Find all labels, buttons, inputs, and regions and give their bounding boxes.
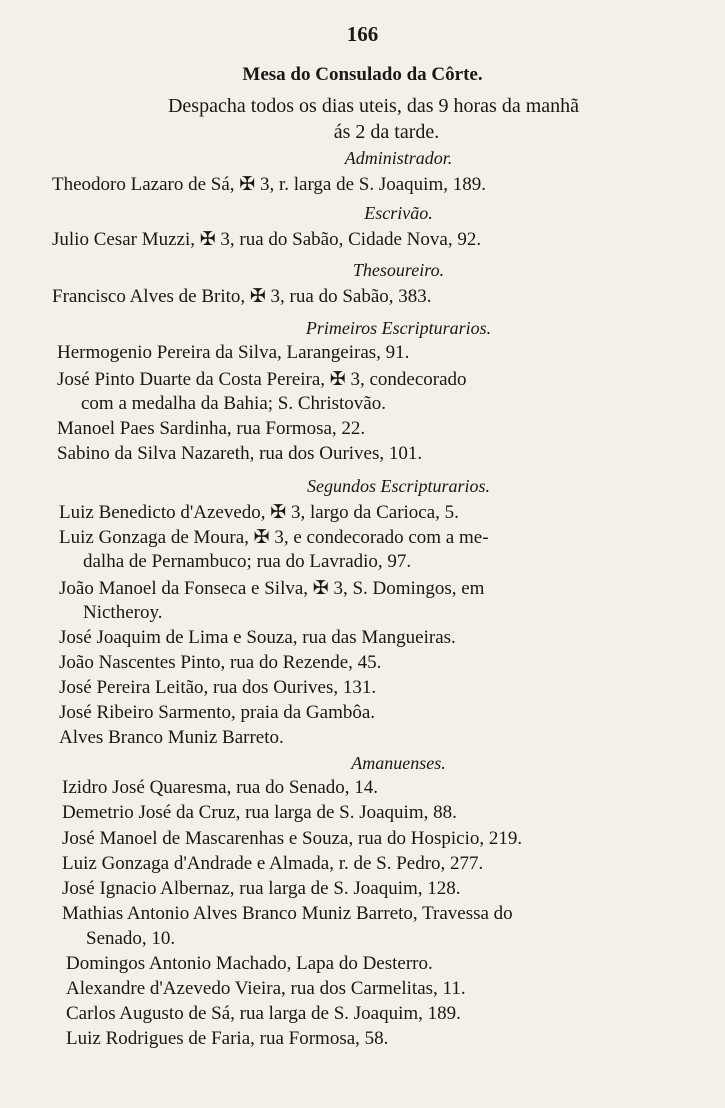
entry-line: Luiz Gonzaga d'Andrade e Almada, r. de S. Pedro, 277. (62, 853, 484, 874)
entry-line: João Manoel da Fonseca e Silva, ✠ 3, S. Domingos, em (59, 578, 485, 599)
entry-line: Luiz Benedicto d'Azevedo, ✠ 3, largo da Carioca, 5. (59, 502, 459, 523)
entry-line: Theodoro Lazaro de Sá, ✠ 3, r. larga de S. Joaquim, 189. (52, 174, 486, 195)
entry-line: Francisco Alves de Brito, ✠ 3, rua do Sabão, 383. (52, 286, 432, 307)
entry-continuation: dalha de Pernambuco; rua do Lavradio, 97. (83, 551, 412, 572)
entry-continuation: Nictheroy. (83, 602, 163, 623)
entry-line: Demetrio José da Cruz, rua larga de S. Joaquim, 88. (62, 802, 457, 823)
section-heading-amanuenses: Amanuenses. (351, 753, 446, 773)
entry-line: José Pereira Leitão, rua dos Ourives, 131. (59, 677, 377, 698)
page-number: 166 (346, 22, 379, 46)
section-heading-escrivao: Escrivão. (364, 203, 433, 223)
entry-line: José Joaquim de Lima e Souza, rua das Mangueiras. (59, 627, 456, 648)
entry-continuation: com a medalha da Bahia; S. Christovão. (81, 393, 386, 414)
section-heading-segundos: Segundos Escripturarios. (306, 476, 490, 496)
entry-line: José Ribeiro Sarmento, praia da Gambôa. (59, 702, 376, 723)
entry-line: João Nascentes Pinto, rua do Rezende, 45. (59, 652, 382, 673)
entry-line: Luiz Rodrigues de Faria, rua Formosa, 58. (66, 1028, 389, 1049)
entry-line: Alves Branco Muniz Barreto. (59, 727, 284, 748)
subtitle-line-1: Despacha todos os dias uteis, das 9 horas da manhã (167, 95, 579, 117)
entry-line: Alexandre d'Azevedo Vieira, rua dos Carmelitas, 11. (66, 978, 466, 999)
entry-line: Julio Cesar Muzzi, ✠ 3, rua do Sabão, Cidade Nova, 92. (52, 229, 482, 250)
section-heading-administrador: Administrador. (344, 148, 453, 168)
entry-continuation: Senado, 10. (86, 928, 176, 949)
section-heading-thesoureiro: Thesoureiro. (352, 260, 445, 280)
entry-line: Hermogenio Pereira da Silva, Larangeiras, 91. (57, 342, 410, 363)
entry-line: Izidro José Quaresma, rua do Senado, 14. (62, 777, 379, 798)
entry-line: José Manoel de Mascarenhas e Souza, rua do Hospicio, 219. (62, 828, 523, 849)
entry-line: Domingos Antonio Machado, Lapa do Desterro. (66, 953, 433, 974)
entry-line: Mathias Antonio Alves Branco Muniz Barreto, Travessa do (62, 903, 513, 924)
page-title: Mesa do Consulado da Côrte. (242, 64, 483, 85)
entry-line: José Pinto Duarte da Costa Pereira, ✠ 3, condecorado (57, 369, 467, 390)
entry-line: Carlos Augusto de Sá, rua larga de S. Joaquim, 189. (66, 1003, 461, 1024)
entry-line: Luiz Gonzaga de Moura, ✠ 3, e condecorado com a me- (59, 527, 489, 548)
entry-line: Sabino da Silva Nazareth, rua dos Ourives, 101. (57, 443, 423, 464)
section-heading-primeiros: Primeiros Escripturarios. (305, 318, 492, 338)
entry-line: José Ignacio Albernaz, rua larga de S. Joaquim, 128. (62, 878, 461, 899)
subtitle-line-2: ás 2 da tarde. (333, 121, 440, 143)
entry-line: Manoel Paes Sardinha, rua Formosa, 22. (57, 418, 366, 439)
